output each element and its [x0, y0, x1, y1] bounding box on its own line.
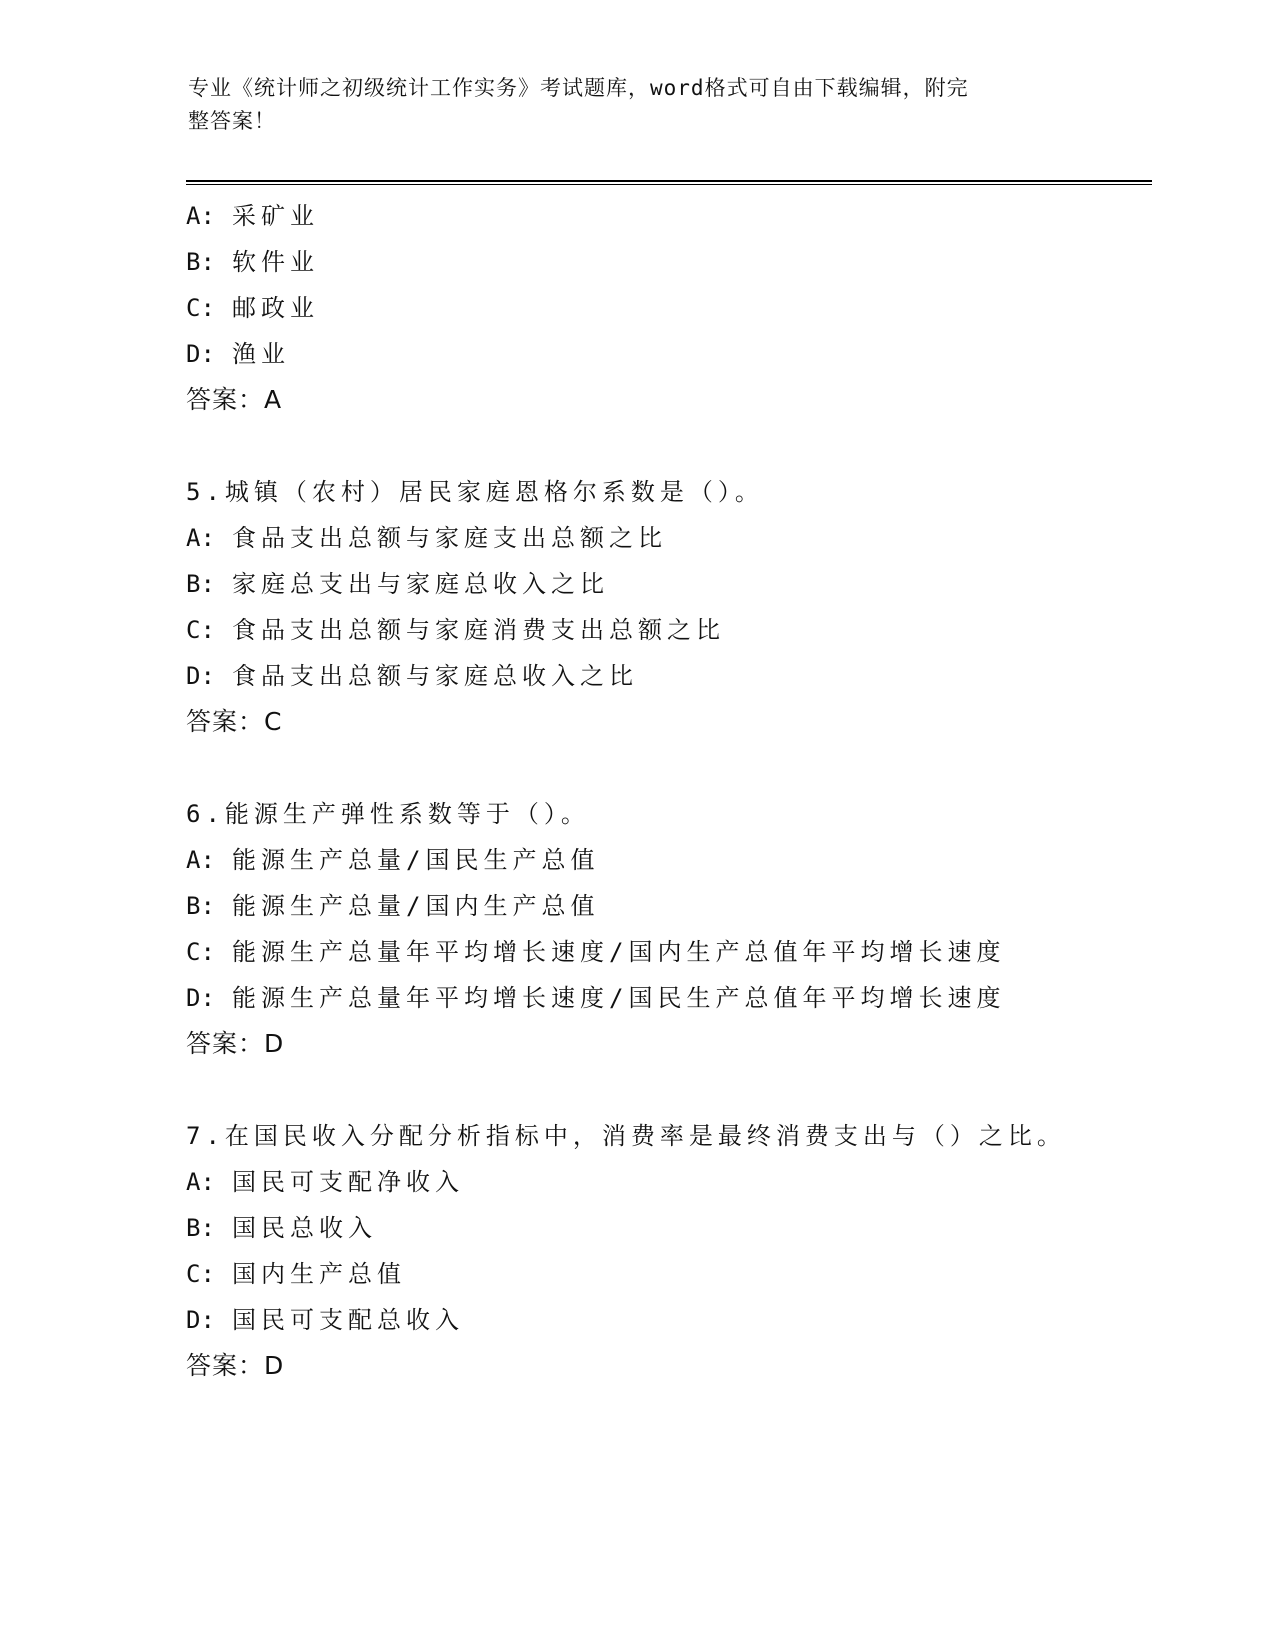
option-b [186, 883, 1152, 929]
question-text: 6.能源生产弹性系数等于（）。 [186, 800, 590, 828]
header-divider-thin [186, 184, 1152, 185]
option-key: C: [186, 1260, 215, 1288]
option-text: 家庭总支出与家庭总收入之比 [232, 570, 609, 598]
question-text: 7.在国民收入分配分析指标中，消费率是最终消费支出与（）之比。 [186, 1122, 1066, 1150]
option-a [186, 193, 1152, 239]
answer-line: 答案：C [186, 707, 283, 736]
option-b [186, 239, 1152, 285]
option-text: 软件业 [232, 248, 319, 276]
option-key: B: [186, 1214, 215, 1242]
question-text: 5.城镇（农村）居民家庭恩格尔系数是（）。 [186, 478, 764, 506]
option-a [186, 837, 1152, 883]
option-d [186, 975, 1152, 1021]
answer-line: 答案：D [186, 1351, 285, 1380]
option-text: 能源生产总量/国内生产总值 [232, 892, 600, 920]
option-text: 国内生产总值 [232, 1260, 406, 1288]
header-divider-thick [186, 180, 1152, 182]
option-c [186, 929, 1152, 975]
option-a [186, 515, 1152, 561]
answer-line: 答案：A [186, 385, 283, 414]
question-block [186, 193, 1152, 423]
option-text: 国民可支配净收入 [232, 1168, 464, 1196]
option-key: D: [186, 340, 215, 368]
option-text: 食品支出总额与家庭消费支出总额之比 [232, 616, 725, 644]
option-b [186, 561, 1152, 607]
option-key: C: [186, 616, 215, 644]
option-d [186, 331, 1152, 377]
option-text: 食品支出总额与家庭总收入之比 [232, 662, 638, 690]
document-header [188, 72, 1068, 138]
option-text: 国民可支配总收入 [232, 1306, 464, 1334]
option-key: A: [186, 846, 215, 874]
question-list [186, 193, 1152, 1435]
option-text: 能源生产总量年平均增长速度/国民生产总值年平均增长速度 [232, 984, 1006, 1012]
option-key: B: [186, 248, 215, 276]
option-c [186, 1251, 1152, 1297]
option-key: D: [186, 984, 215, 1012]
question-block [186, 1113, 1152, 1389]
option-key: C: [186, 938, 215, 966]
header-line-1: 专业《统计师之初级统计工作实务》考试题库，word格式可自由下载编辑，附完 [188, 76, 969, 100]
option-text: 能源生产总量/国民生产总值 [232, 846, 600, 874]
option-key: B: [186, 570, 215, 598]
option-text: 食品支出总额与家庭支出总额之比 [232, 524, 667, 552]
option-key: A: [186, 524, 215, 552]
answer-line: 答案：D [186, 1029, 285, 1058]
header-line-2: 整答案！ [188, 109, 276, 133]
option-key: B: [186, 892, 215, 920]
option-text: 渔业 [232, 340, 290, 368]
question-block [186, 791, 1152, 1067]
option-key: D: [186, 662, 215, 690]
option-text: 能源生产总量年平均增长速度/国内生产总值年平均增长速度 [232, 938, 1006, 966]
option-key: A: [186, 202, 215, 230]
option-b [186, 1205, 1152, 1251]
option-c [186, 285, 1152, 331]
option-c [186, 607, 1152, 653]
option-d [186, 653, 1152, 699]
option-d [186, 1297, 1152, 1343]
option-text: 国民总收入 [232, 1214, 377, 1242]
option-key: C: [186, 294, 215, 322]
option-key: D: [186, 1306, 215, 1334]
question-block [186, 469, 1152, 745]
option-key: A: [186, 1168, 215, 1196]
option-a [186, 1159, 1152, 1205]
option-text: 邮政业 [232, 294, 319, 322]
option-text: 采矿业 [232, 202, 319, 230]
